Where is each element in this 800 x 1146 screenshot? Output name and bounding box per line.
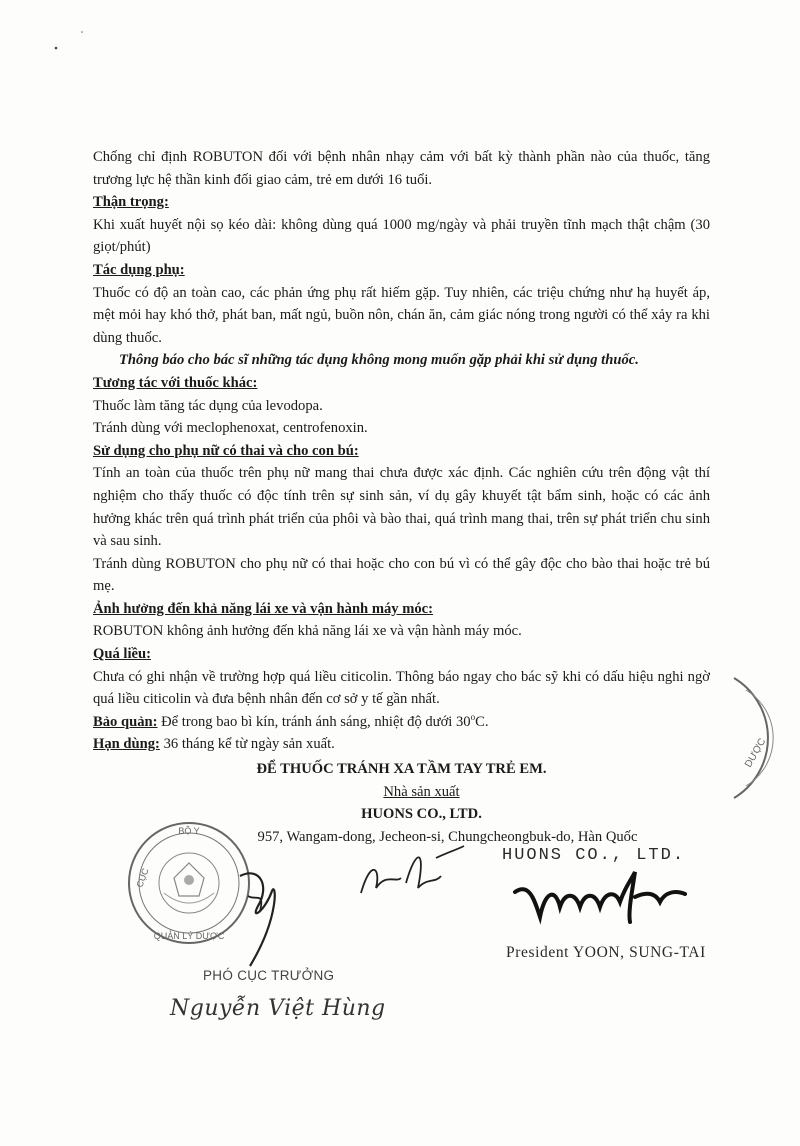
side-effects-note: Thông báo cho bác sĩ những tác dụng không mong muốn gặp phải khi sử dụng thuốc. [119,352,639,369]
svg-text:BỘ Y: BỘ Y [178,826,200,836]
expiry-label: Hạn dùng: [93,736,160,753]
driving-heading: Ảnh hưởng đến khả năng lái xe và vận hành máy móc: [93,600,434,617]
degree-sup: o [470,711,476,722]
storage-line [93,711,710,734]
document-body [93,146,710,848]
storage-text: Để trong bao bì kín, tránh ánh sáng, nhiệt độ dưới 30 [157,713,471,730]
overdose-text: Chưa có ghi nhận về trường hợp quá liều citicolin. Thông báo ngay cho bác sỹ khi có dấu hiệu nghi ngờ quá liều citicolin và đưa bệnh nhân đến cơ sở y tế gần nhất. [93,668,710,708]
precautions-heading: Thận trọng: [93,194,169,211]
manufacturer-label: Nhà sản xuất [383,783,460,800]
interactions-line: Thuốc làm tăng tác dụng của levodopa. [93,397,323,414]
svg-text:QUẢN LÝ DƯỢC: QUẢN LÝ DƯỢC [153,931,225,941]
company-stamp-name: HUONS CO., LTD. [502,846,686,865]
deputy-title: PHÓ CỤC TRƯỞNG [203,968,335,983]
expiry-line [93,733,710,756]
expiry-text: 36 tháng kể từ ngày sản xuất. [159,736,335,753]
deputy-name: Nguyễn Việt Hùng [170,996,386,1021]
manufacturer-name: HUONS CO., LTD. [361,806,482,823]
storage-unit: C. [475,713,489,730]
pregnancy-heading: Sử dụng cho phụ nữ có thai và cho con bú: [93,442,359,459]
deputy-signature [220,856,290,976]
driving-text: ROBUTON không ảnh hưởng đến khả năng lái xe và vận hành máy móc. [93,623,522,640]
precautions-text: Khi xuất huyết nội sọ kéo dài: không dùng quá 1000 mg/ngày và phải truyền tĩnh mạch thật chậm (30 giọt/phút) [93,216,710,256]
manufacturer-address: 957, Wangam-dong, Jecheon-si, Chungcheongbuk-do, Hàn Quốc [257,828,638,845]
president-signature [510,862,690,942]
pregnancy-text: Tính an toàn của thuốc trên phụ nữ mang thai chưa được xác định. Các nghiên cứu trên động vật thí nghiệm cho thấy thuốc có độc tính trên sự sinh sản, ví dụ gây khuyết tật bẩm sinh, hoặc có các ảnh hưởng khác trên quá trình phát triển của phôi và bào thai, quá trình mang thai, trên sự phát triển chu sinh và sau sinh. [93,465,710,550]
scan-specks [0,0,800,60]
initials-signature [356,838,466,908]
pregnancy-text: Tránh dùng ROBUTON cho phụ nữ có thai hoặc cho con bú vì có thể gây độc cho bào thai hoặc trẻ bú mẹ. [93,555,710,595]
side-effects-text: Thuốc có độ an toàn cao, các phản ứng phụ rất hiếm gặp. Tuy nhiên, các triệu chứng như hạ huyết áp, mệt mỏi hay khó thở, phát ban, mất ngủ, buồn nôn, chán ăn, cảm giác nóng trong người có thể xảy ra khi dùng thuốc. [93,284,710,346]
company-seal-partial [724,668,800,808]
president-name: President YOON, SUNG-TAI [506,944,706,961]
interactions-heading: Tương tác với thuốc khác: [93,374,258,391]
storage-label: Bảo quản: [93,713,158,730]
contraindication-text: Chống chỉ định ROBUTON đối với bệnh nhân nhạy cảm với bất kỳ thành phần nào của thuốc, tăng trương lực hệ thần kinh đối giao cảm, trẻ em dưới 16 tuổi. [93,149,710,188]
keep-away-warning: ĐỂ THUỐC TRÁNH XA TẦM TAY TRẺ EM. [256,761,547,778]
svg-text:CỤC: CỤC [134,866,151,889]
svg-text:DƯỢC: DƯỢC [743,736,769,770]
interactions-line: Tránh dùng với meclophenoxat, centrofenoxin. [93,420,368,437]
overdose-heading: Quá liều: [93,646,151,663]
side-effects-heading: Tác dụng phụ: [93,261,185,278]
